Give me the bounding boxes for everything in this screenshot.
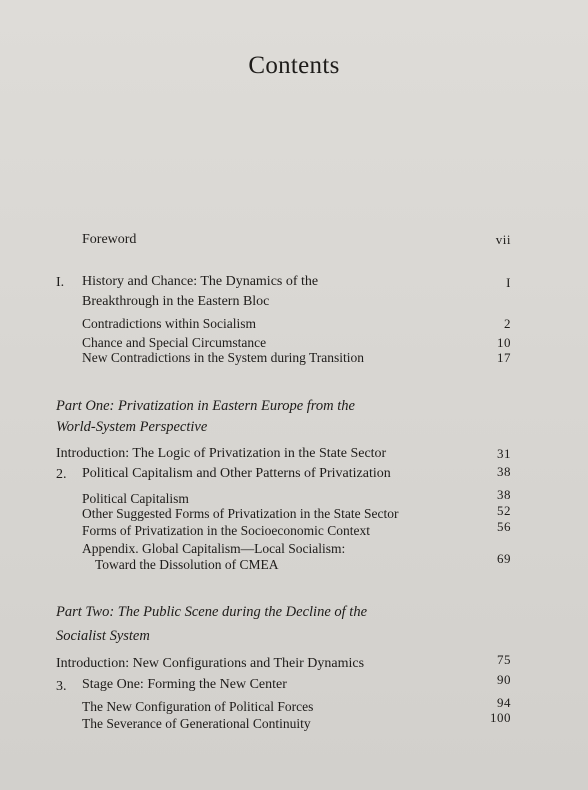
chapter-2-title: Political Capitalism and Other Patterns of Privatization xyxy=(82,466,391,481)
appendix-title-line1: Appendix. Global Capitalism—Local Socialism: xyxy=(82,541,346,556)
chapter-1-section-page: 2 xyxy=(504,316,511,331)
chapter-3-section: The New Configuration of Political Forces xyxy=(82,699,314,714)
chapter-1-title-line2: Breakthrough in the Eastern Bloc xyxy=(82,294,270,309)
chapter-2-number: 2. xyxy=(56,467,67,482)
appendix-title-line2: Toward the Dissolution of CMEA xyxy=(95,557,279,572)
chapter-2-section-page: 38 xyxy=(497,487,511,502)
part-two-title-line2: Socialist System xyxy=(56,628,150,644)
chapter-1-section: Chance and Special Circumstance xyxy=(82,335,267,350)
page-title: Contents xyxy=(248,52,340,79)
chapter-3-section-page: 94 xyxy=(497,695,511,710)
chapter-3-title: Stage One: Forming the New Center xyxy=(82,677,287,692)
part-one-title-line1: Part One: Privatization in Eastern Europe from the xyxy=(56,398,355,414)
part-two-intro-page: 75 xyxy=(497,652,511,667)
chapter-1-page: I xyxy=(506,275,511,290)
chapter-3-page: 90 xyxy=(497,672,511,687)
chapter-1-number: I. xyxy=(56,275,65,290)
part-two-title-line1: Part Two: The Public Scene during the Decline of the xyxy=(56,604,368,620)
appendix-page: 69 xyxy=(497,551,511,566)
part-one-intro: Introduction: The Logic of Privatization in the State Sector xyxy=(56,446,387,461)
chapter-1-section-page: 17 xyxy=(497,350,511,365)
part-one-intro-page: 31 xyxy=(497,446,511,461)
chapter-1-section: Contradictions within Socialism xyxy=(82,316,256,331)
chapter-2-section: Political Capitalism xyxy=(82,491,189,506)
foreword-label: Foreword xyxy=(82,232,137,247)
chapter-2-section-page: 52 xyxy=(497,503,511,518)
chapter-2-section: Other Suggested Forms of Privatization in the State Sector xyxy=(82,506,399,521)
chapter-3-section-page: 100 xyxy=(490,710,511,725)
foreword-page: vii xyxy=(495,232,511,247)
chapter-1-title-line1: History and Chance: The Dynamics of the xyxy=(82,274,319,289)
chapter-3-section: The Severance of Generational Continuity xyxy=(82,716,311,731)
chapter-2-section: Forms of Privatization in the Socioeconomic Context xyxy=(82,523,370,538)
chapter-2-page: 38 xyxy=(497,464,511,479)
chapter-2-section-page: 56 xyxy=(497,519,511,534)
chapter-1-section: New Contradictions in the System during Transition xyxy=(82,350,364,365)
chapter-1-section-page: 10 xyxy=(497,335,511,350)
part-one-title-line2: World-System Perspective xyxy=(56,419,208,435)
chapter-3-number: 3. xyxy=(56,679,67,694)
part-two-intro: Introduction: New Configurations and Their Dynamics xyxy=(56,656,365,671)
